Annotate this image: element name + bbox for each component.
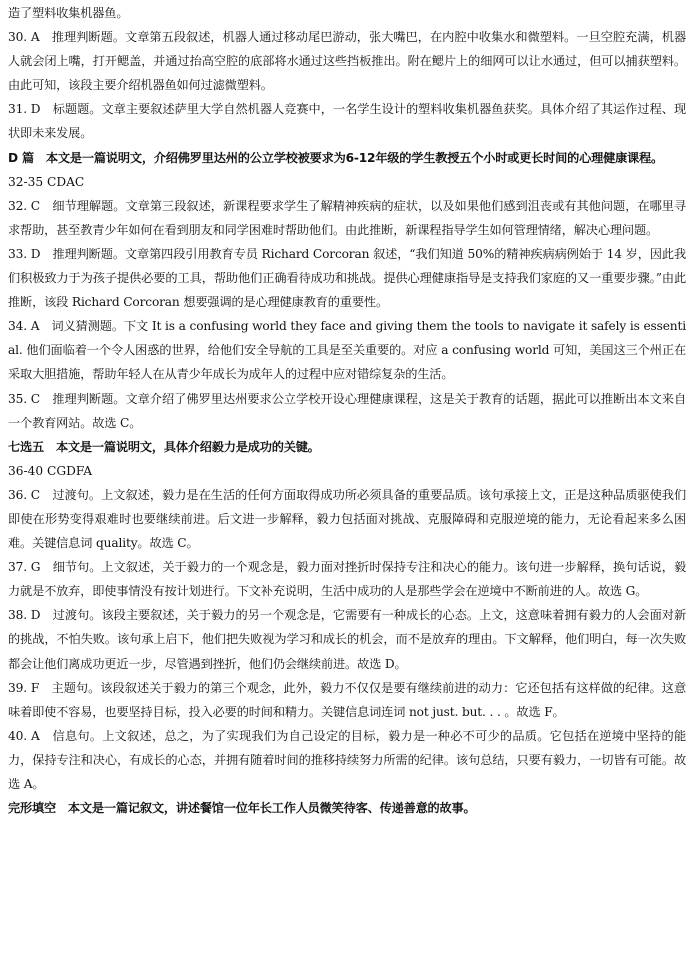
answer-range-36-40: 36-40 CGDFA [8, 463, 93, 478]
section-heading-seven-choose-five: 七选五 本文是一篇说明文，具体介绍毅力是成功的关键。 [8, 439, 320, 454]
answer-30: 30. A 推理判断题。文章第五段叙述，机器人通过移动尾巴游动，张大嘴巴，在内腔中收集水和微塑料。一旦空腔充满，机器人就会闭上嘴，打开鳃盖，并通过抬高空腔的底部将水通过这些挡板推出。附在鳃片上的细网可以让水通过，但可以捕获塑料。由此可知，该段主要介绍机器鱼如何过滤微塑料。 [8, 30, 686, 93]
answer-33: 33. D 推理判断题。文章第四段引用教育专员 Richard Corcoran 叙述，“我们知道 50%的精神疾病病例始于 14 岁，因此我们积极致力于为孩子提供必要的工具，帮助他们正确看待成功和挑战。提供心理健康指导是支持我们家庭的又一重要步骤。”由此推断，该段 Richard Corcoran 想要强调的是心理健康教育的重要性。 [8, 246, 686, 310]
answer-34: 34. A 词义猜测题。下文 It is a confusing world they face and giving them the tools to navigate it safely is essential. 他们面临着一个令人困惑的世界，给他们安全导航的工具是至关重要的。对应 a confusing world 可知，美国这三个州正在采取大胆措施，帮助年轻人在从青少年成长为成年人的过程中应对错综复杂的生活。 [8, 319, 686, 382]
answer-40: 40. A 信息句。上文叙述，总之，为了实现我们为自己设定的目标，毅力是一种必不可少的品质。它包括在逆境中坚持的能力，保持专注和决心，有成长的心态，并拥有随着时间的推移持续努力所需的纪律。该句总结，只要有毅力，一切皆有可能。故选 A。 [8, 728, 686, 791]
answer-32: 32. C 细节理解题。文章第三段叙述，新课程要求学生了解精神疾病的症状，以及如果他们感到沮丧或有其他问题，在哪里寻求帮助，甚至教青少年如何在看到朋友和同学困难时帮助他们。由此推断，新课程指导学生如何管理情绪，解决心理问题。 [8, 198, 686, 237]
answer-35: 35. C 推理判断题。文章介绍了佛罗里达州要求公立学校开设心理健康课程，这是关于教育的话题，据此可以推断出本文来自一个教育网站。故选 C。 [8, 391, 686, 430]
answer-36: 36. C 过渡句。上文叙述，毅力是在生活的任何方面取得成功所必须具备的重要品质。该句承接上文，正是这种品质驱使我们即使在形势变得艰难时也要继续前进。后文进一步解释，毅力包括面对挑战、克服障碍和克服逆境的能力，无论看起来多么困难。关键信息词 quality。故选 C。 [8, 487, 686, 551]
answer-37: 37. G 细节句。上文叙述，关于毅力的一个观念是，毅力面对挫折时保持专注和决心的能力。该句进一步解释，换句话说，毅力就是不放弃，即使事情没有按计划进行。下文补充说明，生活中成功的人是那些学会在逆境中不断前进的人。故选 G。 [8, 560, 686, 599]
answer-39: 39. F 主题句。该段叙述关于毅力的第三个观念，此外，毅力不仅仅是要有继续前进的动力：它还包括有这样做的纪律。这意味着即使不容易，也要坚持目标，投入必要的时间和精力。关键信息词连词 not just. but. . . 。故选 F。 [8, 680, 686, 719]
answer-range-32-35: 32-35 CDAC [8, 174, 85, 189]
answer-38: 38. D 过渡句。该段主要叙述，关于毅力的另一个观念是，它需要有一种成长的心态。上文，这意味着拥有毅力的人会面对新的挑战，不怕失败。该句承上启下，他们把失败视为学习和成长的机会，而不是放弃的理由。下文解释，他们明白，每一次失败都会让他们离成功更近一步，尽管遇到挫折，他们仍会继续前进。故选 D。 [8, 608, 686, 671]
answer-31: 31. D 标题题。文章主要叙述萨里大学自然机器人竞赛中，一名学生设计的塑料收集机器鱼获奖。具体介绍了其运作过程、现状即未来发展。 [8, 102, 686, 141]
paragraph-intro-tail: 造了塑料收集机器鱼。 [8, 6, 129, 20]
answer-key-page [0, 1, 692, 965]
section-heading-passage-d: D 篇 本文是一篇说明文，介绍佛罗里达州的公立学校被要求为6-12年级的学生教授五个小时或更长时间的心理健康课程。 [8, 150, 664, 165]
section-heading-cloze: 完形填空 本文是一篇记叙文，讲述餐馆一位年长工作人员微笑待客、传递善意的故事。 [8, 801, 476, 816]
